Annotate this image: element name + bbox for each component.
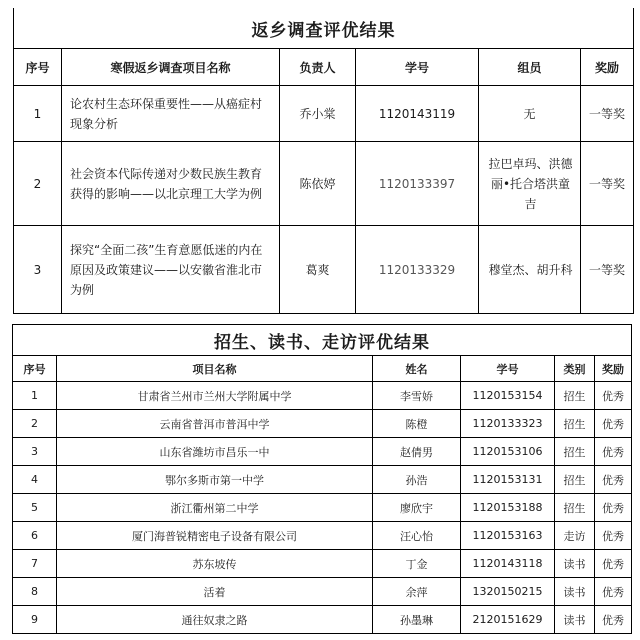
cell-student-id: 1120153154 [461,382,555,410]
cell-student-id: 1120133397 [356,142,479,226]
cell-person: 赵倩男 [373,438,461,466]
cell-project-name: 探究“全面二孩”生育意愿低迷的内在原因及政策建议——以安徽省淮北市为例 [62,226,280,314]
cell-person: 李雪娇 [373,382,461,410]
cell-category: 读书 [555,606,595,634]
header-project-name: 项目名称 [57,356,373,382]
cell-category: 招生 [555,466,595,494]
cell-members: 无 [479,86,581,142]
cell-project-name: 甘肃省兰州市兰州大学附属中学 [57,382,373,410]
cell-no: 7 [13,550,57,578]
cell-no: 6 [13,522,57,550]
cell-members: 穆堂杰、胡升科 [479,226,581,314]
cell-person: 余萍 [373,578,461,606]
cell-student-id: 1120153106 [461,438,555,466]
cell-no: 1 [14,86,62,142]
cell-members: 拉巴卓玛、洪德丽•托合塔洪童吉 [479,142,581,226]
survey-table-title: 返乡调查评优结果 [14,8,634,49]
outreach-table-title: 招生、读书、走访评优结果 [13,325,632,356]
cell-project-name: 云南省普洱市普洱中学 [57,410,373,438]
cell-category: 读书 [555,550,595,578]
cell-no: 4 [13,466,57,494]
cell-award: 优秀 [595,466,632,494]
header-student-id: 学号 [461,356,555,382]
survey-results-table [13,8,634,314]
cell-leader: 陈依婷 [280,142,356,226]
cell-no: 1 [13,382,57,410]
cell-project-name: 浙江衢州第二中学 [57,494,373,522]
cell-award: 优秀 [595,382,632,410]
table-row [14,142,634,226]
table-row [13,466,632,494]
cell-student-id: 1120143119 [356,86,479,142]
cell-award: 优秀 [595,606,632,634]
header-name: 姓名 [373,356,461,382]
table-row [13,522,632,550]
cell-person: 陈橙 [373,410,461,438]
cell-project-name: 社会资本代际传递对少数民族生教育获得的影响——以北京理工大学为例 [62,142,280,226]
cell-student-id: 1120153163 [461,522,555,550]
cell-no: 5 [13,494,57,522]
cell-person: 汪心怡 [373,522,461,550]
table-row [13,578,632,606]
header-leader: 负责人 [280,49,356,86]
cell-category: 读书 [555,578,595,606]
cell-student-id: 1120153188 [461,494,555,522]
outreach-results-table [12,324,632,634]
cell-project-name: 通往奴隶之路 [57,606,373,634]
cell-person: 孙浩 [373,466,461,494]
cell-category: 招生 [555,494,595,522]
header-student-id: 学号 [356,49,479,86]
cell-student-id: 1120133329 [356,226,479,314]
table-row [13,410,632,438]
table-row [13,606,632,634]
header-members: 组员 [479,49,581,86]
cell-person: 孙墨琳 [373,606,461,634]
cell-award: 优秀 [595,578,632,606]
cell-no: 2 [13,410,57,438]
table-row [14,226,634,314]
cell-award: 优秀 [595,494,632,522]
cell-project-name: 山东省潍坊市昌乐一中 [57,438,373,466]
cell-award: 一等奖 [581,142,634,226]
table-row [13,438,632,466]
cell-no: 8 [13,578,57,606]
cell-award: 优秀 [595,550,632,578]
cell-category: 招生 [555,382,595,410]
header-no: 序号 [14,49,62,86]
header-award: 奖励 [595,356,632,382]
cell-no: 9 [13,606,57,634]
table-row [13,494,632,522]
cell-award: 一等奖 [581,86,634,142]
cell-project-name: 鄂尔多斯市第一中学 [57,466,373,494]
cell-student-id: 1320150215 [461,578,555,606]
header-project-name: 寒假返乡调查项目名称 [62,49,280,86]
header-category: 类别 [555,356,595,382]
cell-student-id: 1120143118 [461,550,555,578]
cell-student-id: 2120151629 [461,606,555,634]
cell-student-id: 1120153131 [461,466,555,494]
cell-project-name: 活着 [57,578,373,606]
cell-project-name: 苏东坡传 [57,550,373,578]
cell-student-id: 1120133323 [461,410,555,438]
cell-leader: 乔小棠 [280,86,356,142]
cell-category: 走访 [555,522,595,550]
table-row [14,86,634,142]
table-row [13,550,632,578]
cell-award: 优秀 [595,438,632,466]
cell-award: 优秀 [595,522,632,550]
cell-no: 3 [13,438,57,466]
cell-category: 招生 [555,410,595,438]
table-row [13,382,632,410]
header-award: 奖励 [581,49,634,86]
cell-leader: 葛爽 [280,226,356,314]
header-no: 序号 [13,356,57,382]
cell-award: 优秀 [595,410,632,438]
cell-category: 招生 [555,438,595,466]
cell-no: 2 [14,142,62,226]
cell-project-name: 论农村生态环保重要性——从癌症村现象分析 [62,86,280,142]
cell-person: 廖欣宇 [373,494,461,522]
cell-award: 一等奖 [581,226,634,314]
cell-no: 3 [14,226,62,314]
cell-person: 丁金 [373,550,461,578]
cell-project-name: 厦门海普锐精密电子设备有限公司 [57,522,373,550]
